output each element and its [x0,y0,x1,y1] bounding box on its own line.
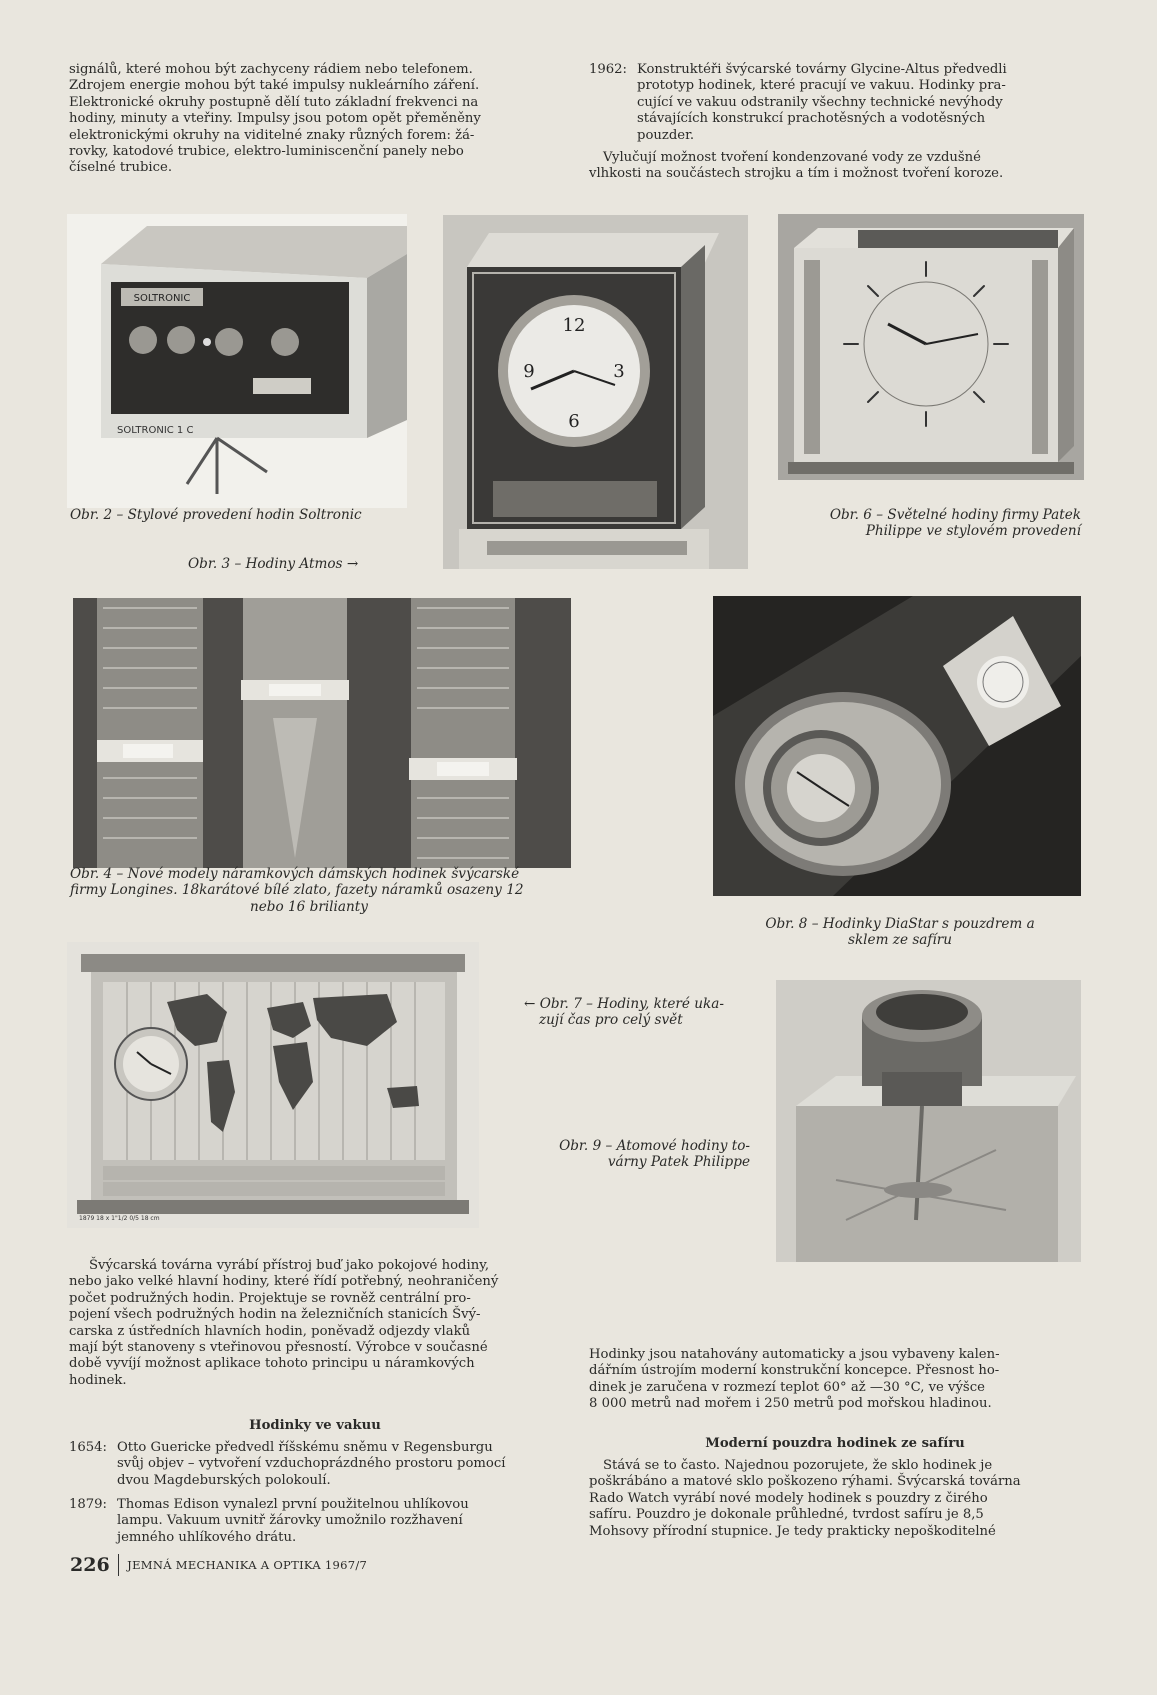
text-line: elektronickými okruhy na viditelné znaky různých forem: žá- [69,127,475,143]
text-line: signálů, které mohou být zachyceny rádiem nebo telefonem. [69,62,473,77]
entry-1962 [589,62,1081,146]
text-line: hodinek. [69,1372,127,1388]
text-line: Elektronické okruhy postupně dělí tuto základní frekvenci na [69,94,479,110]
caption-line: ← Obr. 7 – Hodiny, které uka- [524,996,724,1012]
entry-year: 1879: [69,1497,108,1512]
caption-line: várny Patek Philippe [607,1154,750,1171]
atmos-clock-photo [443,215,748,569]
text-line: dinek je zaručena v rozmezí teplot 60° až —30 °C, ve výšce [589,1379,985,1395]
longines-watches-illustration [73,598,571,868]
world-clock-footnote: 1879 18 x 1"1/2 0/5 18 cm [79,1215,160,1222]
atmos-numeral-6: 6 [568,411,580,432]
text-line: cující ve vakuu odstranily všechny technické nevýhody [637,94,1003,110]
diastar-watch-photo [713,596,1081,896]
text-line: Vylučují možnost tvoření kondenzované vody ze vzdušné [603,150,981,165]
text-line: době vyvíjí možnost aplikace tohoto principu u náramkových [69,1356,475,1372]
caption-line: firmy Longines. 18karátové bílé zlato, fazety náramků osazeny 12 [70,882,524,899]
top-right-paragraph [589,150,1081,183]
text-line: vlhkosti na součástech strojku a tím i možnost tvoření koroze. [589,166,1004,182]
text-line: carska z ústředních hlavních hodin, poněvadž odjezdy vlaků [69,1323,471,1339]
text-line: safíru. Pouzdro je dokonale průhledné, tvrdost safíru je 8,5 [589,1507,984,1523]
atomic-clock-illustration [776,980,1081,1262]
top-left-paragraph [69,62,561,177]
text-line: pouzder. [637,127,695,143]
text-line: hodiny, minuty a vteřiny. Impulsy jsou potom opět přeměněny [69,111,481,127]
text-line: pojení všech podružných hodin na železničních stanicích Švý- [69,1307,481,1323]
diastar-watch-illustration [713,596,1081,896]
journal-title: JEMNÁ MECHANIKA A OPTIKA 1967/7 [127,1558,368,1572]
caption-obr8 [730,916,1070,949]
text-line: stávajících konstrukcí prachotěsných a vodotěsných [637,111,986,127]
caption-line: zují čas pro celý svět [539,1012,683,1029]
caption-line: nebo 16 brilianty [250,898,368,915]
caption-line: Philippe ve stylovém provedení [865,523,1081,540]
caption-obr3: Obr. 3 – Hodiny Atmos → [188,556,359,572]
caption-obr9 [512,1138,750,1171]
entry-year: 1654: [69,1440,108,1455]
world-clock-photo [67,942,479,1228]
heading-sapphire-cases: Moderní pouzdra hodinek ze safíru [705,1436,965,1451]
text-line: číselné trubice. [69,160,173,176]
world-clock-illustration [67,942,479,1228]
text-line: Mohsovy přírodní stupnice. Je tedy prakticky nepoškoditelné [589,1523,996,1539]
page-number: 226 [70,1554,110,1576]
text-line: mají být stanoveny s vteřinovou přesností. Výrobce v současné [69,1340,488,1356]
text-line: lampu. Vakuum uvnitř žárovky umožnilo rozžhavení [117,1513,463,1529]
soltronic-model-label: SOLTRONIC 1 C [117,425,194,436]
text-line: Stává se to často. Najednou pozorujete, že sklo hodinek je [603,1458,993,1473]
text-line: Konstruktéři švýcarské továrny Glycine-Altus předvedli [637,62,1007,77]
text-line: prototyp hodinek, které pracují ve vakuu. Hodinky pra- [637,78,1006,94]
caption-line: Obr. 9 – Atomové hodiny to- [559,1138,750,1154]
caption-line: sklem ze safíru [847,932,953,949]
text-line: 8 000 metrů nad mořem i 250 metrů pod mořskou hladinou. [589,1396,992,1412]
text-line: počet podružných hodin. Projektuje se rovněž centrální pro- [69,1290,471,1306]
text-line: Švýcarská továrna vyrábí přístroj buď jako pokojové hodiny, [89,1258,490,1273]
text-line: Thomas Edison vynalezl první použitelnou uhlíkovou [117,1497,469,1512]
soltronic-clock-photo [67,214,407,508]
text-line: Otto Guericke předvedl říšskému sněmu v Regensburgu [117,1440,493,1455]
longines-watches-photo [73,598,571,868]
bottom-right-paragraph [589,1347,1081,1413]
caption-obr4 [70,866,570,915]
atmos-numeral-9: 9 [523,361,535,382]
soltronic-clock-illustration [67,214,407,508]
caption-obr7 [524,996,724,1029]
soltronic-label: SOLTRONIC [133,293,191,304]
heading-vacuum-watches: Hodinky ve vakuu [249,1418,381,1433]
text-line: Hodinky jsou natahovány automaticky a jsou vybaveny kalen- [589,1347,1000,1362]
footer-divider [118,1554,120,1576]
atmos-numeral-3: 3 [613,361,625,382]
text-line: poškrábáno a matové sklo poškozeno rýhami. Švýcarská továrna [589,1474,1021,1490]
text-line: Rado Watch vyrábí nové modely hodinek s pouzdry z čirého [589,1490,988,1506]
text-line: nebo jako velké hlavní hodiny, které řídí potřebný, neohraničený [69,1274,499,1290]
text-line: dářním ústrojím moderní konstrukční koncepce. Přesnost ho- [589,1363,1000,1379]
atmos-numeral-12: 12 [562,315,586,336]
caption-line: Obr. 8 – Hodinky DiaStar s pouzdrem a [765,916,1035,932]
caption-obr6 [772,507,1081,540]
text-line: rovky, katodové trubice, elektro-luminiscenční panely nebo [69,144,464,160]
entry-1654 [69,1440,561,1490]
caption-obr2: Obr. 2 – Stylové provedení hodin Soltronic [70,507,362,523]
patek-light-clock-illustration [778,214,1084,480]
atomic-clock-photo [776,980,1081,1262]
patek-light-clock-photo [778,214,1084,480]
sapphire-paragraph [589,1458,1081,1540]
text-line: Zdrojem energie mohou být také impulsy nukleárního záření. [69,78,480,94]
caption-line: Obr. 4 – Nové modely náramkových dámských hodinek švýcarské [70,866,520,882]
entry-1879 [69,1497,561,1547]
text-line: dvou Magdeburských polokoulí. [117,1472,331,1488]
atmos-clock-illustration [443,215,748,569]
caption-line: Obr. 6 – Světelné hodiny firmy Patek [829,507,1081,523]
bottom-left-paragraph [69,1258,561,1389]
entry-year: 1962: [589,62,628,77]
text-line: svůj objev – vytvoření vzduchoprázdného prostoru pomocí [117,1456,506,1472]
text-line: jemného uhlíkového drátu. [117,1529,297,1545]
page-footer [70,1553,367,1577]
